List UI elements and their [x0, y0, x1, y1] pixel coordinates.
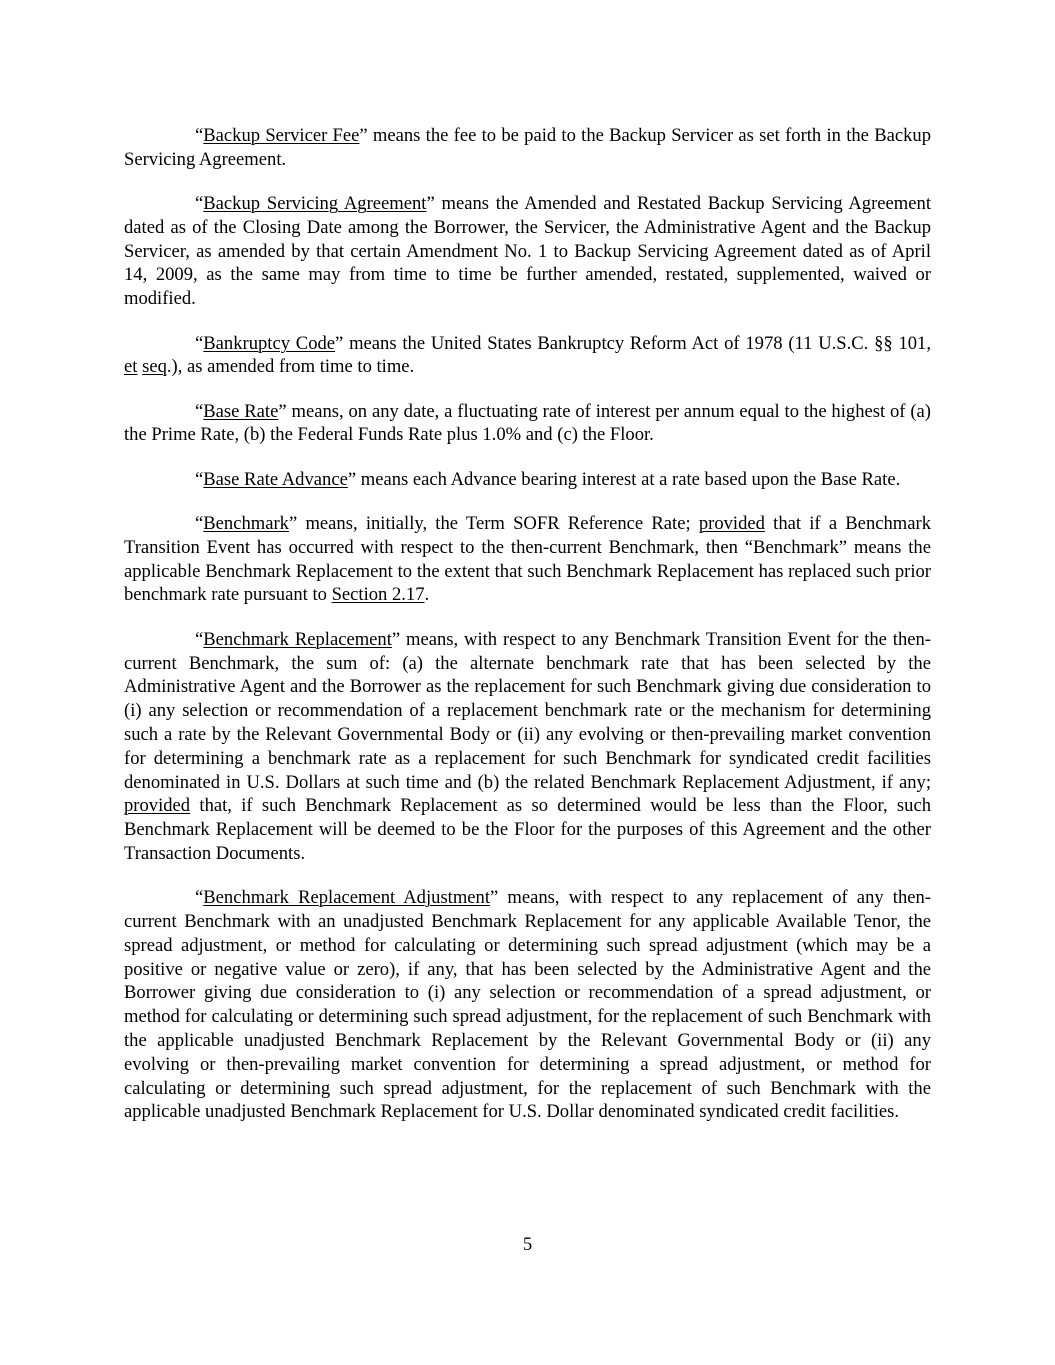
underlined-term: seq: [142, 356, 167, 378]
underlined-term: et: [124, 356, 138, 378]
underlined-term: provided: [124, 795, 191, 817]
definition-text: ” means, initially, the Term SOFR Reference Rate;: [288, 513, 699, 535]
definition-text: “: [195, 468, 204, 490]
definition-text: “: [195, 628, 204, 650]
definition-text: “: [195, 887, 204, 909]
definition-text: ” means the fee to be paid to the Backup Servicer as set forth in the Backup Servicing Agreement.: [124, 125, 931, 170]
definition-base-rate: [124, 400, 931, 448]
definition-benchmark: [124, 512, 931, 607]
underlined-term: Bankruptcy Code: [203, 332, 336, 354]
definition-text: ” means each Advance bearing interest at a rate based upon the Base Rate.: [347, 468, 901, 490]
definition-text: ” means the United States Bankruptcy Reform Act of 1978 (11 U.S.C. §§ 101,: [335, 332, 931, 354]
underlined-term: Base Rate: [203, 400, 279, 422]
underlined-term: Benchmark Replacement: [203, 628, 392, 650]
underlined-term: Backup Servicer Fee: [203, 125, 360, 146]
definition-text: “: [195, 332, 204, 354]
definition-text: ” means, with respect to any Benchmark Transition Event for the then-current Benchmark, the sum of: (a) the alternate benchmark rate that has been selected by the Administrative Agent and the Borrower as the replacement for such Benchmark giving due consideration to (i) any selection or recommendation of a replacement benchmark rate or the mechanism for determining such a rate by the Relevant Governmental Body or (ii) any evolving or then-prevailing market convention for determining a benchmark rate as a replacement for such Benchmark for syndicated credit facilities denominated in U.S. Dollars at such time and (b) the related Benchmark Replacement Adjustment, if any;: [124, 628, 931, 793]
definition-text: ” means, on any date, a fluctuating rate of interest per annum equal to the highest of (a) the Prime Rate, (b) the Federal Funds Rate plus 1.0% and (c) the Floor.: [124, 400, 931, 446]
definition-backup-servicer-fee: [124, 124, 931, 172]
definition-text: that if a Benchmark Transition Event has occurred with respect to the then-current Benchmark, then “Benchmark” means the applicable Benchmark Replacement to the extent that such Benchmark Replacement has replaced such prior benchmark rate pursuant to: [124, 513, 931, 606]
definition-text: “: [195, 125, 204, 146]
underlined-term: Benchmark Replacement Adjustment: [203, 887, 491, 909]
definition-text: “: [195, 193, 204, 215]
definition-text: ” means the Amended and Restated Backup Servicing Agreement dated as of the Closing Date among the Borrower, the Servicer, the Administrative Agent and the Backup Servicer, as amended by that certain Amendment No. 1 to Backup Servicing Agreement dated as of April 14, 2009, as the same may from time to time be further amended, restated, supplemented, waived or modified.: [124, 193, 931, 310]
definition-backup-servicing-agreement: [124, 192, 931, 311]
underlined-term: Base Rate Advance: [203, 468, 348, 490]
definitions-section: [124, 124, 931, 1145]
underlined-term: Section 2.17: [331, 584, 425, 606]
definition-bankruptcy-code: [124, 332, 931, 380]
underlined-term: provided: [698, 513, 765, 535]
definition-text: .), as amended from time to time.: [166, 356, 415, 378]
underlined-term: Backup Servicing Agreement: [203, 193, 427, 215]
underlined-term: Benchmark: [203, 513, 289, 535]
definition-text: “: [195, 400, 204, 422]
definition-text: .: [424, 584, 430, 606]
definition-text: “: [195, 513, 204, 535]
definition-benchmark-replacement: [124, 628, 931, 866]
definition-benchmark-replacement-adjustment: [124, 886, 931, 1124]
definition-text: ” means, with respect to any replacement of any then-current Benchmark with an unadjusted Benchmark Replacement for any applicable Available Tenor, the spread adjustment, or method for calculating or determining such spread adjustment (which may be a positive or negative value or zero), if any, that has been selected by the Administrative Agent and the Borrower giving due consideration to (i) any selection or recommendation of a spread adjustment, or method for calculating or determining such spread adjustment, for the replacement of such Benchmark with the applicable unadjusted Benchmark Replacement by the Relevant Governmental Body or (ii) any evolving or then-prevailing market convention for determining a spread adjustment, or method for calculating or determining such spread adjustment, for the replacement of such Benchmark with the applicable unadjusted Benchmark Replacement for U.S. Dollar denominated syndicated credit facilities.: [124, 887, 931, 1123]
page-number: 5: [522, 1234, 533, 1255]
definition-text: that, if such Benchmark Replacement as so determined would be less than the Floor, such Benchmark Replacement will be deemed to be the Floor for the purposes of this Agreement and the other Transaction Documents.: [124, 795, 931, 864]
definition-base-rate-advance: [124, 468, 931, 492]
